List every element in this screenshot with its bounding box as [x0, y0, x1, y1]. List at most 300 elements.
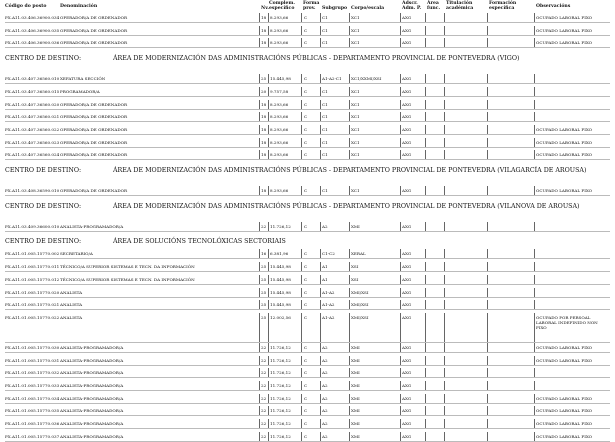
- row-divider: [5, 390, 610, 391]
- table-row: [0, 112, 615, 122]
- center-label: CENTRO DE DESTINO:: [5, 238, 82, 246]
- row-corpo: XC1: [351, 15, 360, 20]
- row-nivel: 22: [261, 357, 267, 363]
- row-divider: [5, 121, 610, 122]
- row-corpo: XC1: [351, 40, 360, 46]
- row-divider: [5, 365, 610, 366]
- row-adscricion: AXG: [402, 357, 412, 363]
- row-subgrupo: A2: [322, 383, 328, 388]
- header-corpo: Corpo/escala: [351, 6, 385, 11]
- row-code: PX.A11.03.407.36560.021: [5, 114, 60, 120]
- row-adscricion: AXG: [402, 421, 412, 427]
- row-divider: [5, 83, 610, 84]
- row-nivel: 18: [261, 188, 267, 193]
- row-subgrupo: A2: [322, 408, 328, 414]
- row-denominacion: ANALISTA: [60, 289, 83, 295]
- row-complemento: 11.726,12: [270, 395, 291, 401]
- row-subgrupo: A2: [322, 395, 328, 401]
- row-divider: [5, 195, 610, 196]
- row-denominacion: ANALISTA-PROGRAMADOR/A: [60, 223, 124, 229]
- row-nivel: 25: [261, 76, 267, 82]
- row-code: PX.A11.01.005.15770.033: [5, 383, 60, 388]
- row-divider: [5, 403, 610, 404]
- row-subgrupo: C1: [322, 40, 328, 46]
- row-divider: [5, 147, 610, 148]
- row-forma: C: [304, 383, 308, 388]
- row-forma: C: [304, 421, 308, 427]
- row-complemento: 15.445,98: [270, 302, 291, 308]
- row-forma: C: [304, 139, 308, 145]
- row-forma: C: [304, 276, 308, 282]
- row-code: PX.A11.01.005.15770.022: [5, 314, 60, 320]
- observacions-line: LABORAL INDEFINIDO NON: [536, 319, 598, 325]
- row-corpo: XC1: [351, 126, 360, 132]
- table-row: [0, 432, 615, 442]
- row-code: PX.A11.01.005.15770.021: [5, 302, 60, 308]
- row-forma: C: [304, 126, 308, 132]
- row-adscricion: AXG: [402, 370, 412, 376]
- row-corpo: XMI: [351, 408, 360, 414]
- center-label: CENTRO DE DESTINO:: [5, 167, 82, 174]
- row-observacions: OCUPADO LABORAL FIXO: [536, 152, 593, 158]
- row-complemento: 11.726,12: [270, 370, 291, 376]
- column-divider: [268, 313, 269, 343]
- row-complemento: 8.293,66: [270, 188, 289, 193]
- row-nivel: 25: [261, 314, 267, 320]
- observacions-line: OCUPADO POR PERSOAL: [536, 314, 591, 320]
- row-forma: C: [304, 344, 308, 350]
- row-observacions: OCUPADO LABORAL FIXO: [536, 188, 593, 193]
- row-divider: [5, 109, 610, 110]
- row-code: PX.A11.01.005.15770.002: [5, 251, 60, 257]
- table-row: [0, 394, 615, 404]
- row-complemento: 11.726,12: [270, 433, 291, 439]
- row-complemento: 15.445,98: [270, 264, 291, 270]
- row-denominacion: OPERADOR/A DE ORDENADOR: [60, 188, 128, 193]
- row-complemento: 8.293,66: [270, 27, 289, 33]
- row-denominacion: OPERADOR/A DE ORDENADOR: [60, 126, 128, 132]
- header-complemento: Complem. específico: [269, 1, 295, 11]
- table-row: [0, 406, 615, 416]
- row-nivel: 22: [261, 344, 267, 350]
- row-subgrupo: C1: [322, 15, 328, 20]
- row-forma: C: [304, 370, 308, 376]
- row-divider: [5, 159, 610, 160]
- column-divider: [259, 313, 260, 343]
- table-row: [0, 419, 615, 429]
- row-adscricion: AXG: [402, 302, 412, 308]
- row-code: PX.A11.01.005.15770.034: [5, 395, 60, 401]
- row-divider: [5, 22, 610, 23]
- row-divider: [5, 134, 610, 135]
- row-corpo: XC1: [351, 101, 360, 107]
- row-nivel: 25: [261, 302, 267, 308]
- row-code: PX.A11.03.406.36900.034: [5, 15, 60, 20]
- row-nivel: 25: [261, 264, 267, 270]
- table-row: [0, 313, 615, 343]
- row-complemento: 12.002,56: [270, 314, 291, 320]
- row-denominacion: PROGRAMADOR/A: [60, 88, 100, 94]
- row-observacions: OCUPADO LABORAL FIXO: [536, 421, 593, 427]
- row-observacions: OCUPADO LABORAL FIXO: [536, 126, 593, 132]
- row-subgrupo: A2: [322, 421, 328, 427]
- row-denominacion: OPERADOR/A DE ORDENADOR: [60, 15, 128, 20]
- row-complemento: 8.293,66: [270, 152, 289, 158]
- row-nivel: 18: [261, 152, 267, 158]
- center-label: CENTRO DE DESTINO:: [5, 55, 82, 63]
- row-divider: [5, 284, 610, 285]
- row-code: PX.A11.01.005.15770.037: [5, 433, 60, 439]
- row-observacions: OCUPADO LABORAL FIXO: [536, 395, 593, 401]
- column-divider: [444, 313, 445, 343]
- row-corpo: XMI: [351, 421, 360, 427]
- table-row: [0, 222, 615, 232]
- center-name: ÁREA DE SOLUCIÓNS TECNOLÓXICAS SECTORIAIS: [113, 238, 286, 246]
- table-row: [0, 125, 615, 135]
- row-complemento: 8.293,66: [270, 101, 289, 107]
- row-code: PX.A11.03.407.36560.024: [5, 152, 60, 158]
- table-row: [0, 381, 615, 391]
- row-denominacion: TÉCNICO/A SUPERIOR SISTEMAS E TECN. DA INFORMACIÓN: [60, 276, 195, 282]
- row-denominacion: SECRETARIO/A: [60, 251, 93, 257]
- row-code: PX.A11.03.407.36560.015: [5, 88, 60, 94]
- row-adscricion: AXG: [402, 27, 412, 33]
- row-subgrupo: C1-C2: [322, 251, 335, 257]
- table-row: [0, 249, 615, 259]
- row-denominacion: ANALISTA-PROGRAMADOR/A: [60, 408, 124, 414]
- row-adscricion: AXG: [402, 76, 412, 82]
- row-nivel: 18: [261, 101, 267, 107]
- row-observacions: OCUPADO LABORAL FIXO: [536, 433, 593, 439]
- row-denominacion: ANALISTA-PROGRAMADOR/A: [60, 344, 124, 350]
- row-adscricion: AXG: [402, 395, 412, 401]
- row-complemento: 15.445,98: [270, 289, 291, 295]
- row-nivel: 22: [261, 408, 267, 414]
- row-subgrupo: C1: [322, 101, 328, 107]
- row-forma: C: [304, 223, 308, 229]
- row-divider: [5, 47, 610, 48]
- row-observacions: OCUPADO LABORAL FIXO: [536, 408, 593, 414]
- row-adscricion: AXG: [402, 408, 412, 414]
- row-code: PX.A11.03.408.36590.010: [5, 188, 60, 193]
- row-nivel: 22: [261, 421, 267, 427]
- row-complemento: 11.726,12: [270, 383, 291, 388]
- header-nivel: Nv.: [261, 6, 270, 11]
- row-observacions: OCUPADO LABORAL FIXO: [536, 27, 593, 33]
- row-corpo: XMI: [351, 370, 360, 376]
- row-complemento: 9.757,58: [270, 88, 289, 94]
- row-adscricion: AXG: [402, 88, 412, 94]
- row-observacions: OCUPADO LABORAL FIXO: [536, 15, 593, 20]
- row-denominacion: OPERADOR/A DE ORDENADOR: [60, 27, 128, 33]
- row-complemento: 8.293,66: [270, 139, 289, 145]
- row-adscricion: AXG: [402, 114, 412, 120]
- row-nivel: 18: [261, 114, 267, 120]
- row-divider: [5, 258, 610, 259]
- row-code: PX.A11.01.005.15770.012: [5, 276, 60, 282]
- row-corpo: XC1/XXMI/XSI: [351, 76, 382, 82]
- row-nivel: 22: [261, 395, 267, 401]
- row-divider: [5, 96, 610, 97]
- table-row: [0, 262, 615, 272]
- column-divider: [534, 313, 535, 343]
- row-adscricion: AXG: [402, 383, 412, 388]
- row-subgrupo: A1-A2: [322, 314, 335, 320]
- observacions-line: FIXO: [536, 324, 547, 330]
- row-code: PX.A11.03.409.36600.010: [5, 223, 60, 229]
- row-complemento: 11.726,12: [270, 421, 291, 427]
- row-adscricion: AXG: [402, 251, 412, 257]
- row-nivel: 16: [261, 251, 267, 257]
- table-row: [0, 368, 615, 378]
- row-denominacion: ANALISTA-PROGRAMADOR/A: [60, 370, 124, 376]
- row-subgrupo: C1: [322, 114, 328, 120]
- column-divider: [400, 313, 401, 343]
- row-code: PX.A11.01.005.15770.030: [5, 344, 60, 350]
- row-forma: C: [304, 264, 308, 270]
- column-divider: [425, 313, 426, 343]
- row-denominacion: ANALISTA: [60, 302, 83, 308]
- row-denominacion: ANALISTA-PROGRAMADOR/A: [60, 383, 124, 388]
- row-corpo: XMI: [351, 357, 360, 363]
- row-subgrupo: A2: [322, 370, 328, 376]
- table-row: [0, 138, 615, 148]
- row-denominacion: OPERADOR/A DE ORDENADOR: [60, 152, 128, 158]
- header-forma: Forma prov.: [303, 1, 320, 11]
- table-row: [0, 343, 615, 353]
- center-name: ÁREA DE MODERNIZACIÓN DAS ADMINISTRACIÓNS PÚBLICAS - DEPARTAMENTO PROVINCIAL DE PONTEVEDRA (VIGO): [113, 55, 520, 63]
- row-adscricion: AXG: [402, 40, 412, 46]
- row-denominacion: TÉCNICO/A SUPERIOR SISTEMAS E TECN. DA INFORMACIÓN: [60, 264, 195, 270]
- column-divider: [320, 313, 321, 343]
- row-denominacion: ANALISTA-PROGRAMADOR/A: [60, 433, 124, 439]
- row-observacions: OCUPADO LABORAL FIXO: [536, 40, 593, 46]
- center-name: ÁREA DE MODERNIZACIÓN DAS ADMINISTRACIÓNS PÚBLICAS - DEPARTAMENTO PROVINCIAL DE PONTEVEDRA (VILANOVA DE AROUSA): [113, 202, 580, 210]
- row-subgrupo: A2: [322, 357, 328, 363]
- row-adscricion: AXG: [402, 223, 412, 229]
- row-forma: C: [304, 314, 308, 320]
- table-row: [0, 38, 615, 48]
- row-corpo: XERAL: [351, 251, 366, 257]
- row-forma: C: [304, 395, 308, 401]
- table-row: [0, 26, 615, 36]
- row-forma: C: [304, 433, 308, 439]
- row-denominacion: ANALISTA-PROGRAMADOR/A: [60, 357, 124, 363]
- row-nivel: 22: [261, 223, 267, 229]
- table-row: [0, 288, 615, 298]
- header-observacions: Observacións: [536, 4, 571, 9]
- header-subgrupo: Subgrupo: [322, 6, 348, 11]
- row-divider: [5, 377, 610, 378]
- row-denominacion: ANALISTA: [60, 314, 83, 320]
- row-adscricion: AXG: [402, 264, 412, 270]
- row-subgrupo: A1: [322, 264, 328, 270]
- row-forma: C: [304, 289, 308, 295]
- row-code: PX.A11.03.407.36560.023: [5, 139, 60, 145]
- table-row: [0, 186, 615, 196]
- row-divider: [5, 415, 610, 416]
- row-corpo: XC1: [351, 152, 360, 158]
- row-forma: C: [304, 357, 308, 363]
- row-nivel: 22: [261, 433, 267, 439]
- row-divider: [5, 231, 610, 232]
- row-adscricion: AXG: [402, 314, 412, 320]
- row-divider: [5, 428, 610, 429]
- column-divider: [301, 313, 302, 343]
- row-subgrupo: A1-A2: [322, 302, 335, 308]
- row-code: PX.A11.01.005.15770.032: [5, 370, 60, 376]
- row-nivel: 18: [261, 15, 267, 20]
- row-forma: C: [304, 15, 308, 20]
- row-nivel: 22: [261, 370, 267, 376]
- row-corpo: XMI: [351, 395, 360, 401]
- row-adscricion: AXG: [402, 289, 412, 295]
- row-complemento: 8.293,66: [270, 15, 289, 20]
- row-observacions: OCUPADO LABORAL FIXO: [536, 357, 593, 363]
- row-divider: [5, 35, 610, 36]
- row-subgrupo: A1: [322, 276, 328, 282]
- row-code: PX.A11.03.406.36900.036: [5, 40, 60, 46]
- row-corpo: XC1: [351, 114, 360, 120]
- header-codigo: Código do posto: [5, 4, 47, 9]
- row-forma: C: [304, 76, 308, 82]
- column-divider: [349, 313, 350, 343]
- row-complemento: 11.726,12: [270, 357, 291, 363]
- row-complemento: 6.381,96: [270, 251, 289, 257]
- row-corpo: XSI: [351, 276, 359, 282]
- row-nivel: 18: [261, 27, 267, 33]
- row-adscricion: AXG: [402, 188, 412, 193]
- row-subgrupo: A1-A2: [322, 289, 335, 295]
- row-adscricion: AXG: [402, 101, 412, 107]
- table-header: [0, 0, 615, 13]
- row-forma: C: [304, 88, 308, 94]
- row-nivel: 18: [261, 40, 267, 46]
- row-corpo: XMI: [351, 223, 360, 229]
- row-complemento: 8.293,66: [270, 40, 289, 46]
- row-complemento: 11.726,12: [270, 408, 291, 414]
- header-formacion: Formación específica: [489, 1, 517, 11]
- center-name: ÁREA DE MODERNIZACIÓN DAS ADMINISTRACIÓNS PÚBLICAS - DEPARTAMENTO PROVINCIAL DE PONTEVEDRA (VILAGARCÍA DE AROUSA): [113, 167, 587, 174]
- column-divider: [487, 313, 488, 343]
- row-code: PX.A11.03.407.36560.022: [5, 126, 60, 132]
- row-corpo: XMI/XSI: [351, 314, 369, 320]
- row-forma: C: [304, 27, 308, 33]
- row-observacions: OCUPADO LABORAL FIXO: [536, 344, 593, 350]
- row-adscricion: AXG: [402, 126, 412, 132]
- row-denominacion: ANALISTA-PROGRAMADOR/A: [60, 395, 124, 401]
- table-row: [0, 87, 615, 97]
- row-divider: [5, 271, 610, 272]
- row-adscricion: AXG: [402, 152, 412, 158]
- row-corpo: XC1: [351, 27, 360, 33]
- row-forma: C: [304, 40, 308, 46]
- row-adscricion: AXG: [402, 433, 412, 439]
- row-subgrupo: C1: [322, 126, 328, 132]
- row-forma: C: [304, 101, 308, 107]
- row-corpo: XMI/XSI: [351, 302, 369, 308]
- row-divider: [5, 352, 610, 353]
- table-row: [0, 150, 615, 160]
- row-code: PX.A11.01.005.15770.036: [5, 421, 60, 427]
- row-forma: C: [304, 302, 308, 308]
- row-nivel: 25: [261, 289, 267, 295]
- row-corpo: XMI: [351, 344, 360, 350]
- row-corpo: XSI: [351, 264, 359, 270]
- row-denominacion: OPERADOR/A DE ORDENADOR: [60, 101, 128, 107]
- row-complemento: 11.726,12: [270, 344, 291, 350]
- row-adscricion: AXG: [402, 139, 412, 145]
- row-complemento: 8.293,66: [270, 126, 289, 132]
- row-complemento: 15.445,98: [270, 76, 291, 82]
- row-denominacion: ANALISTA-PROGRAMADOR/A: [60, 421, 124, 427]
- row-forma: C: [304, 251, 308, 257]
- header-titulacion: Titulación académica: [446, 1, 474, 11]
- row-forma: C: [304, 408, 308, 414]
- row-corpo: XC1: [351, 188, 360, 193]
- row-complemento: 15.445,98: [270, 276, 291, 282]
- table-row: [0, 356, 615, 366]
- header-area: Área func.: [427, 1, 441, 11]
- row-complemento: 11.726,12: [270, 223, 291, 229]
- row-code: PX.A11.03.406.36900.035: [5, 27, 60, 33]
- table-row: [0, 13, 615, 23]
- row-denominacion: OPERADOR/A DE ORDENADOR: [60, 139, 128, 145]
- row-nivel: 20: [261, 88, 267, 94]
- table-row: [0, 100, 615, 110]
- row-corpo: XC1: [351, 139, 360, 145]
- header-denominacion: Denominación: [60, 4, 98, 9]
- row-subgrupo: A1-A2-C1: [322, 76, 342, 82]
- table-row: [0, 74, 615, 84]
- row-subgrupo: C1: [322, 188, 328, 193]
- row-corpo: XMI/XSI: [351, 289, 369, 295]
- row-nivel: 25: [261, 276, 267, 282]
- row-observacions: OCUPADO LABORAL FIXO: [536, 139, 593, 145]
- row-corpo: XMI: [351, 383, 360, 388]
- row-subgrupo: C1: [322, 139, 328, 145]
- row-denominacion: XEFATURA SECCIÓN: [60, 76, 106, 82]
- row-code: PX.A11.01.005.15770.031: [5, 357, 60, 363]
- row-forma: C: [304, 152, 308, 158]
- row-code: PX.A11.01.005.15770.011: [5, 264, 60, 270]
- row-adscricion: AXG: [402, 276, 412, 282]
- row-subgrupo: A2: [322, 344, 328, 350]
- row-code: PX.A11.03.407.36560.010: [5, 76, 60, 82]
- row-observacions: [536, 315, 598, 330]
- row-forma: C: [304, 188, 308, 193]
- center-label: CENTRO DE DESTINO:: [5, 202, 82, 210]
- row-denominacion: OPERADOR/A DE ORDENADOR: [60, 114, 128, 120]
- row-corpo: XMI: [351, 433, 360, 439]
- table-row: [0, 275, 615, 285]
- row-nivel: 22: [261, 383, 267, 388]
- row-subgrupo: C1: [322, 27, 328, 33]
- row-forma: C: [304, 114, 308, 120]
- header-adscricion: Adscr. Adm. P.: [402, 1, 422, 11]
- row-divider: [5, 297, 610, 298]
- row-subgrupo: A2: [322, 433, 328, 439]
- row-nivel: 18: [261, 139, 267, 145]
- row-code: PX.A11.03.407.36560.020: [5, 101, 60, 107]
- table-row: [0, 300, 615, 310]
- row-code: PX.A11.01.005.15770.020: [5, 289, 60, 295]
- row-divider: [5, 309, 610, 310]
- row-denominacion: OPERADOR/A DE ORDENADOR: [60, 40, 128, 46]
- row-adscricion: AXG: [402, 15, 412, 20]
- row-corpo: XC1: [351, 88, 360, 94]
- row-nivel: 18: [261, 126, 267, 132]
